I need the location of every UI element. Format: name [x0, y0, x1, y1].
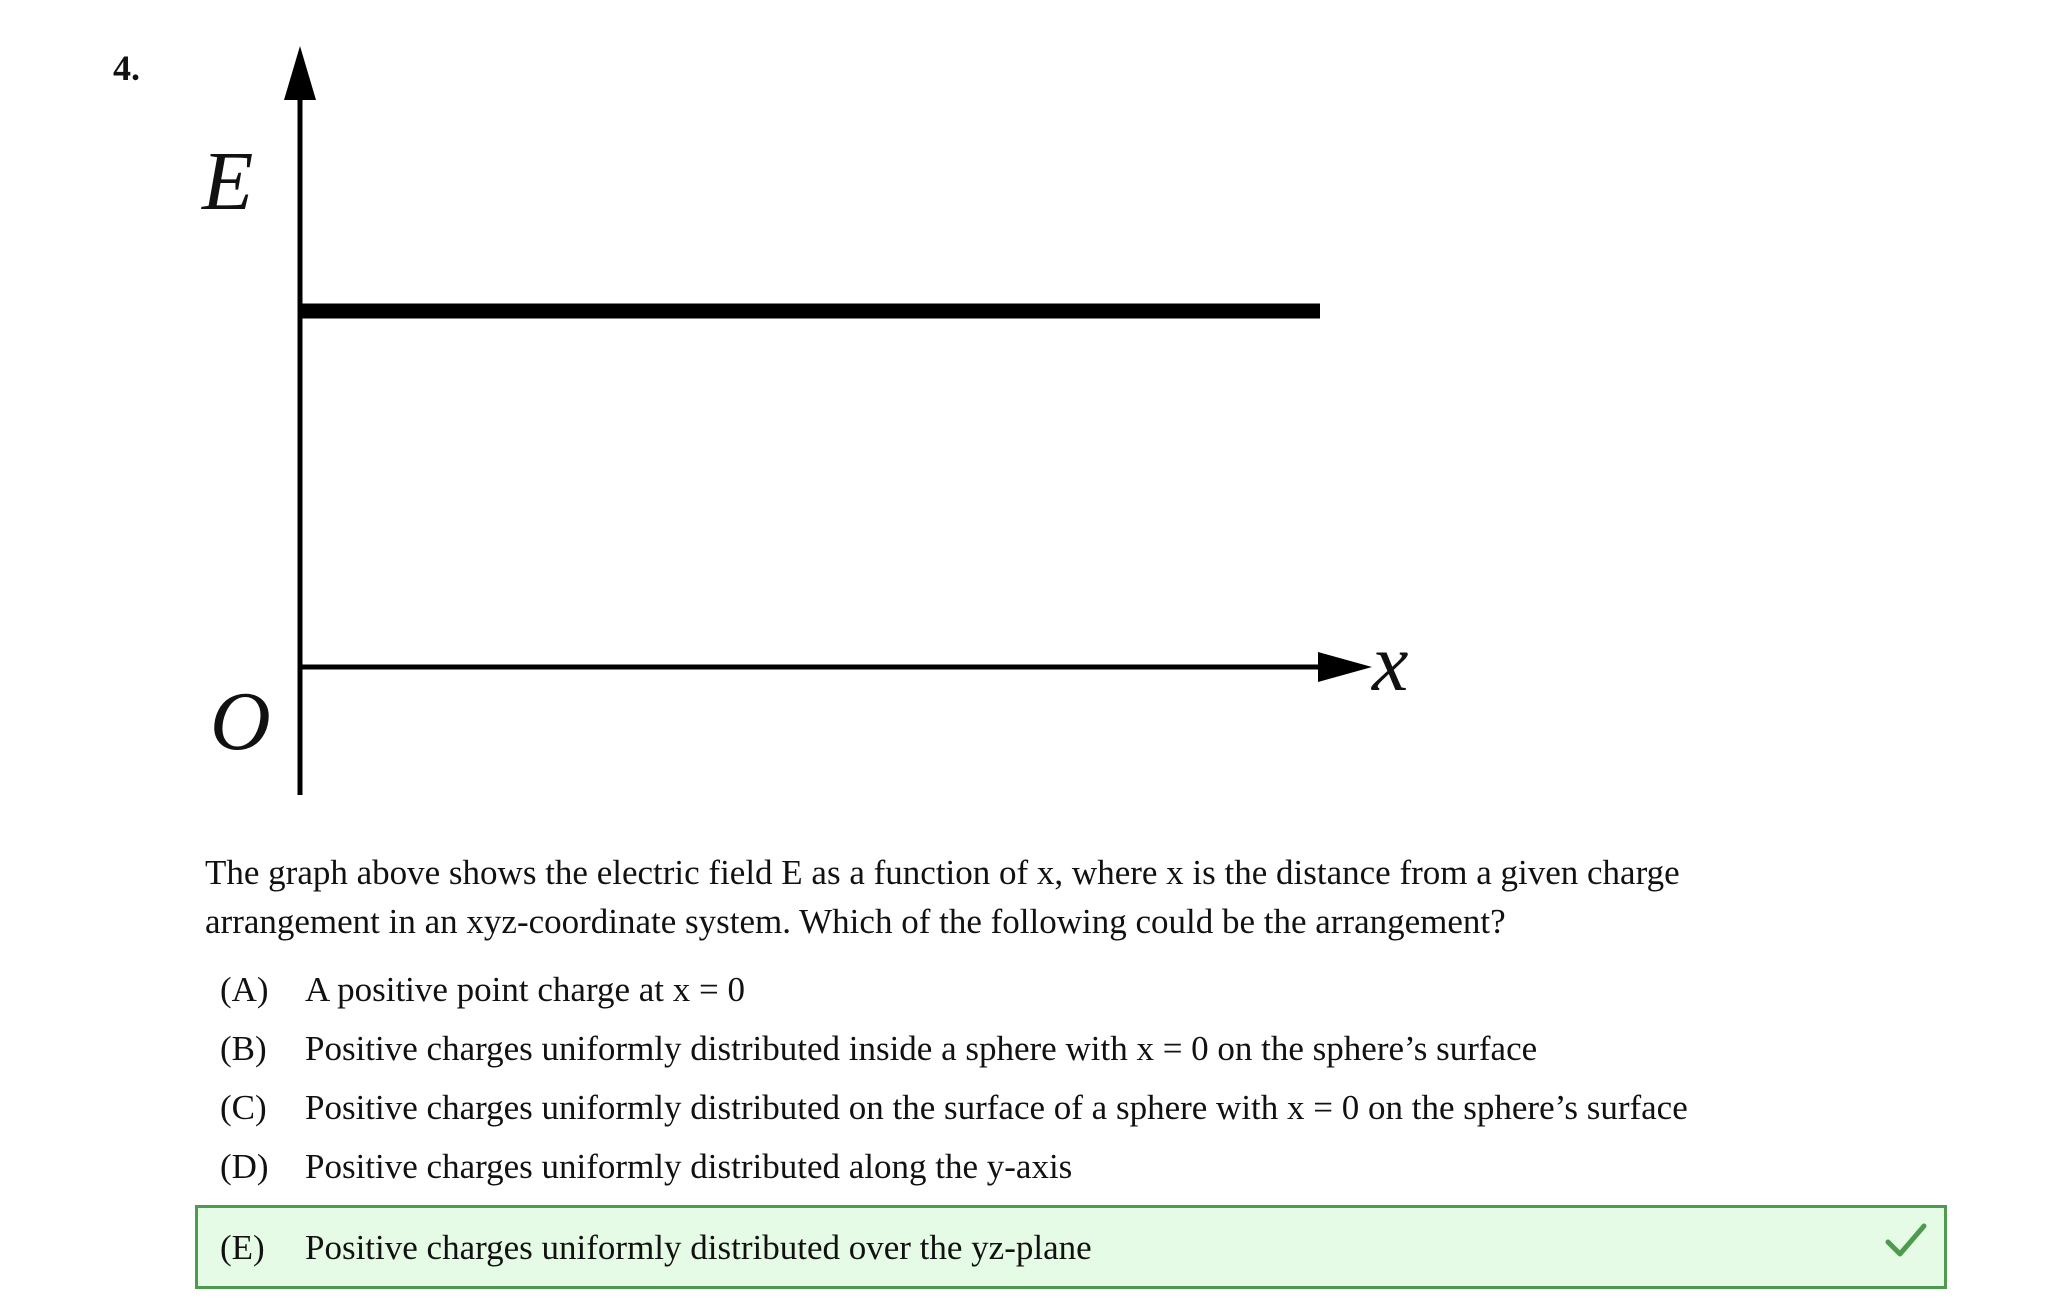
choice-letter: (B)	[220, 1029, 267, 1068]
choice-letter: (E)	[220, 1228, 265, 1267]
choice-letter: (C)	[220, 1088, 267, 1127]
question-stem	[205, 848, 1825, 946]
choice-text: Positive charges uniformly distributed on the surface of a sphere with x = 0 on the sphere’s surface	[305, 1088, 1688, 1127]
choice-e-correct[interactable]	[195, 1205, 1947, 1289]
check-icon	[1884, 1220, 1928, 1260]
choice-b[interactable]	[205, 1019, 1965, 1078]
choice-letter: (A)	[220, 970, 269, 1009]
choice-text: Positive charges uniformly distributed over the yz-plane	[305, 1228, 1092, 1267]
x-axis-arrowhead	[1318, 652, 1372, 682]
question-stem-line-2: arrangement in an xyz-coordinate system. Which of the following could be the arrangement?	[205, 902, 1506, 941]
y-axis-arrowhead	[284, 46, 316, 100]
choice-text: A positive point charge at x = 0	[305, 970, 745, 1009]
origin-label: O	[210, 675, 271, 768]
choice-text: Positive charges uniformly distributed along the y-axis	[305, 1147, 1073, 1186]
choice-text: Positive charges uniformly distributed inside a sphere with x = 0 on the sphere’s surface	[305, 1029, 1538, 1068]
question-number: 4.	[113, 48, 140, 88]
y-axis-label: E	[202, 135, 254, 228]
answer-choices	[205, 960, 1965, 1267]
choice-letter: (D)	[220, 1147, 269, 1186]
question-stem-line-1: The graph above shows the electric field E as a function of x, where x is the distance from a given charge	[205, 853, 1680, 892]
choice-c[interactable]	[205, 1078, 1965, 1137]
choice-a[interactable]	[205, 960, 1965, 1019]
choice-d[interactable]	[205, 1137, 1965, 1196]
x-axis-label: x	[1372, 617, 1409, 708]
